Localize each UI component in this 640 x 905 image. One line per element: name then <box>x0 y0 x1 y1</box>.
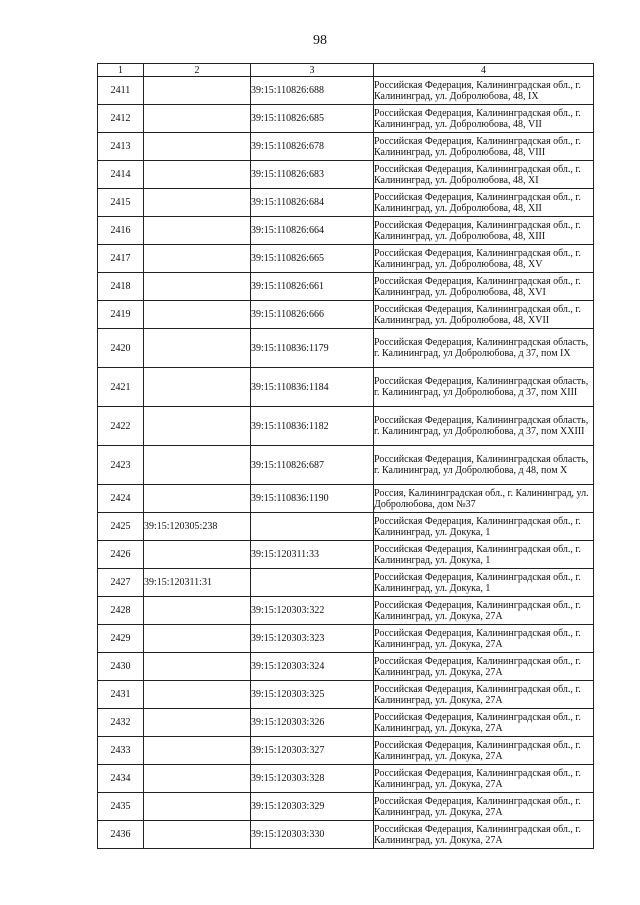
row-number-cell: 2419 <box>98 301 144 329</box>
table-row <box>98 653 594 681</box>
cadastral-number-col2-cell <box>144 407 251 446</box>
address-cell: Российская Федерация, Калининградская обл., г. Калининград, ул. Добролюбова, 48, XV <box>374 245 594 273</box>
address-cell: Российская Федерация, Калининградская обл., г. Калининград, ул. Докука, 27А <box>374 681 594 709</box>
address-cell: Российская Федерация, Калининградская обл., г. Калининград, ул. Добролюбова, 48, XI <box>374 161 594 189</box>
address-cell: Российская Федерация, Калининградская область, г. Калининград, ул Добролюбова, д 48, пом X <box>374 446 594 485</box>
address-cell: Российская Федерация, Калининградская область, г. Калининград, ул Добролюбова, д 37, пом IX <box>374 329 594 368</box>
cadastral-number-col2-cell <box>144 709 251 737</box>
address-cell: Российская Федерация, Калининградская обл., г. Калининград, ул. Докука, 1 <box>374 513 594 541</box>
row-number-cell: 2417 <box>98 245 144 273</box>
row-number-cell: 2423 <box>98 446 144 485</box>
cadastral-number-col3-cell: 39:15:120303:328 <box>251 765 374 793</box>
address-cell: Российская Федерация, Калининградская обл., г. Калининград, ул. Докука, 1 <box>374 541 594 569</box>
cadastral-number-col3-cell: 39:15:120303:325 <box>251 681 374 709</box>
table-row <box>98 446 594 485</box>
row-number-cell: 2433 <box>98 737 144 765</box>
column-header-1: 1 <box>98 64 144 77</box>
table-row <box>98 485 594 513</box>
table-row <box>98 273 594 301</box>
table-row <box>98 105 594 133</box>
cadastral-number-col3-cell: 39:15:120303:322 <box>251 597 374 625</box>
table-row <box>98 681 594 709</box>
table-row <box>98 541 594 569</box>
table-row <box>98 597 594 625</box>
column-header-2: 2 <box>144 64 251 77</box>
cadastral-number-col3-cell: 39:15:120303:324 <box>251 653 374 681</box>
address-cell: Россия, Калининградская обл., г. Калининград, ул. Добролюбова, дом №37 <box>374 485 594 513</box>
row-number-cell: 2424 <box>98 485 144 513</box>
table-row <box>98 368 594 407</box>
table-row <box>98 245 594 273</box>
address-cell: Российская Федерация, Калининградская обл., г. Калининград, ул. Докука, 27А <box>374 597 594 625</box>
row-number-cell: 2412 <box>98 105 144 133</box>
cadastral-number-col3-cell: 39:15:110826:688 <box>251 77 374 105</box>
cadastral-number-col3-cell: 39:15:120303:327 <box>251 737 374 765</box>
cadastral-number-col3-cell: 39:15:110826:666 <box>251 301 374 329</box>
address-cell: Российская Федерация, Калининградская обл., г. Калининград, ул. Докука, 27А <box>374 737 594 765</box>
address-cell: Российская Федерация, Калининградская обл., г. Калининград, ул. Добролюбова, 48, VII <box>374 105 594 133</box>
row-number-cell: 2429 <box>98 625 144 653</box>
address-cell: Российская Федерация, Калининградская обл., г. Калининград, ул. Добролюбова, 48, XVI <box>374 273 594 301</box>
cadastral-number-col3-cell: 39:15:110836:1190 <box>251 485 374 513</box>
table-row <box>98 301 594 329</box>
table-body <box>98 77 594 849</box>
address-cell: Российская Федерация, Калининградская обл., г. Калининград, ул. Докука, 27А <box>374 821 594 849</box>
cadastral-number-col3-cell: 39:15:110836:1184 <box>251 368 374 407</box>
address-cell: Российская Федерация, Калининградская область, г. Калининград, ул Добролюбова, д 37, пом XXIII <box>374 407 594 446</box>
cadastral-number-col2-cell <box>144 653 251 681</box>
cadastral-number-col3-cell: 39:15:110836:1179 <box>251 329 374 368</box>
cadastral-number-col2-cell <box>144 681 251 709</box>
table-row <box>98 765 594 793</box>
address-cell: Российская Федерация, Калининградская обл., г. Калининград, ул. Докука, 27А <box>374 765 594 793</box>
address-cell: Российская Федерация, Калининградская обл., г. Калининград, ул. Добролюбова, 48, XII <box>374 189 594 217</box>
row-number-cell: 2432 <box>98 709 144 737</box>
cadastral-number-col3-cell: 39:15:110826:664 <box>251 217 374 245</box>
cadastral-number-col2-cell <box>144 597 251 625</box>
cadastral-number-col2-cell <box>144 217 251 245</box>
address-cell: Российская Федерация, Калининградская обл., г. Калининград, ул. Добролюбова, 48, XIII <box>374 217 594 245</box>
cadastral-number-col2-cell <box>144 273 251 301</box>
row-number-cell: 2425 <box>98 513 144 541</box>
cadastral-number-col3-cell: 39:15:110826:687 <box>251 446 374 485</box>
table-row <box>98 513 594 541</box>
table-row <box>98 625 594 653</box>
cadastral-number-col2-cell <box>144 541 251 569</box>
cadastral-number-col2-cell <box>144 189 251 217</box>
table-row <box>98 793 594 821</box>
page-number: 98 <box>313 33 327 48</box>
column-header-3: 3 <box>251 64 374 77</box>
cadastral-number-col2-cell: 39:15:120305:238 <box>144 513 251 541</box>
cadastral-number-col3-cell: 39:15:120311:33 <box>251 541 374 569</box>
table-header <box>98 64 594 77</box>
cadastral-number-col3-cell: 39:15:120303:330 <box>251 821 374 849</box>
cadastral-number-col2-cell <box>144 485 251 513</box>
table-row <box>98 329 594 368</box>
cadastral-number-col3-cell: 39:15:110826:684 <box>251 189 374 217</box>
row-number-cell: 2428 <box>98 597 144 625</box>
cadastral-number-col3-cell: 39:15:120303:323 <box>251 625 374 653</box>
table-row <box>98 821 594 849</box>
row-number-cell: 2416 <box>98 217 144 245</box>
row-number-cell: 2426 <box>98 541 144 569</box>
cadastral-number-col2-cell <box>144 301 251 329</box>
row-number-cell: 2411 <box>98 77 144 105</box>
cadastral-number-col3-cell <box>251 513 374 541</box>
row-number-cell: 2436 <box>98 821 144 849</box>
table-row <box>98 569 594 597</box>
cadastral-number-col2-cell <box>144 105 251 133</box>
table-row <box>98 133 594 161</box>
row-number-cell: 2415 <box>98 189 144 217</box>
header-row <box>98 64 594 77</box>
table-row <box>98 189 594 217</box>
cadastral-number-col3-cell <box>251 569 374 597</box>
table-row <box>98 77 594 105</box>
address-cell: Российская Федерация, Калининградская обл., г. Калининград, ул. Докука, 27А <box>374 709 594 737</box>
row-number-cell: 2414 <box>98 161 144 189</box>
cadastral-number-col3-cell: 39:15:110836:1182 <box>251 407 374 446</box>
cadastral-number-col2-cell <box>144 821 251 849</box>
table-row <box>98 737 594 765</box>
row-number-cell: 2420 <box>98 329 144 368</box>
table-row <box>98 709 594 737</box>
cadastral-number-col2-cell <box>144 77 251 105</box>
row-number-cell: 2413 <box>98 133 144 161</box>
address-cell: Российская Федерация, Калининградская обл., г. Калининград, ул. Докука, 27А <box>374 653 594 681</box>
row-number-cell: 2422 <box>98 407 144 446</box>
property-registry-table <box>97 63 594 849</box>
cadastral-number-col2-cell <box>144 737 251 765</box>
cadastral-number-col2-cell <box>144 625 251 653</box>
cadastral-number-col3-cell: 39:15:110826:661 <box>251 273 374 301</box>
address-cell: Российская Федерация, Калининградская обл., г. Калининград, ул. Докука, 27А <box>374 625 594 653</box>
cadastral-number-col3-cell: 39:15:110826:683 <box>251 161 374 189</box>
cadastral-number-col2-cell <box>144 368 251 407</box>
address-cell: Российская Федерация, Калининградская обл., г. Калининград, ул. Добролюбова, 48, XVII <box>374 301 594 329</box>
address-cell: Российская Федерация, Калининградская обл., г. Калининград, ул. Докука, 27А <box>374 793 594 821</box>
cadastral-number-col3-cell: 39:15:120303:326 <box>251 709 374 737</box>
cadastral-number-col2-cell <box>144 765 251 793</box>
cadastral-number-col2-cell <box>144 161 251 189</box>
cadastral-number-col3-cell: 39:15:110826:678 <box>251 133 374 161</box>
address-cell: Российская Федерация, Калининградская обл., г. Калининград, ул. Добролюбова, 48, VIII <box>374 133 594 161</box>
address-cell: Российская Федерация, Калининградская область, г. Калининград, ул Добролюбова, д 37, пом XIII <box>374 368 594 407</box>
cadastral-number-col3-cell: 39:15:110826:685 <box>251 105 374 133</box>
cadastral-number-col2-cell <box>144 329 251 368</box>
cadastral-number-col2-cell <box>144 446 251 485</box>
table-row <box>98 161 594 189</box>
cadastral-number-col2-cell <box>144 245 251 273</box>
row-number-cell: 2430 <box>98 653 144 681</box>
table-row <box>98 407 594 446</box>
row-number-cell: 2435 <box>98 793 144 821</box>
row-number-cell: 2431 <box>98 681 144 709</box>
cadastral-number-col2-cell <box>144 793 251 821</box>
cadastral-number-col2-cell: 39:15:120311:31 <box>144 569 251 597</box>
address-cell: Российская Федерация, Калининградская обл., г. Калининград, ул. Докука, 1 <box>374 569 594 597</box>
row-number-cell: 2418 <box>98 273 144 301</box>
row-number-cell: 2434 <box>98 765 144 793</box>
cadastral-number-col3-cell: 39:15:120303:329 <box>251 793 374 821</box>
row-number-cell: 2427 <box>98 569 144 597</box>
table-row <box>98 217 594 245</box>
column-header-4: 4 <box>374 64 594 77</box>
cadastral-number-col3-cell: 39:15:110826:665 <box>251 245 374 273</box>
cadastral-number-col2-cell <box>144 133 251 161</box>
row-number-cell: 2421 <box>98 368 144 407</box>
address-cell: Российская Федерация, Калининградская обл., г. Калининград, ул. Добролюбова, 48, IX <box>374 77 594 105</box>
